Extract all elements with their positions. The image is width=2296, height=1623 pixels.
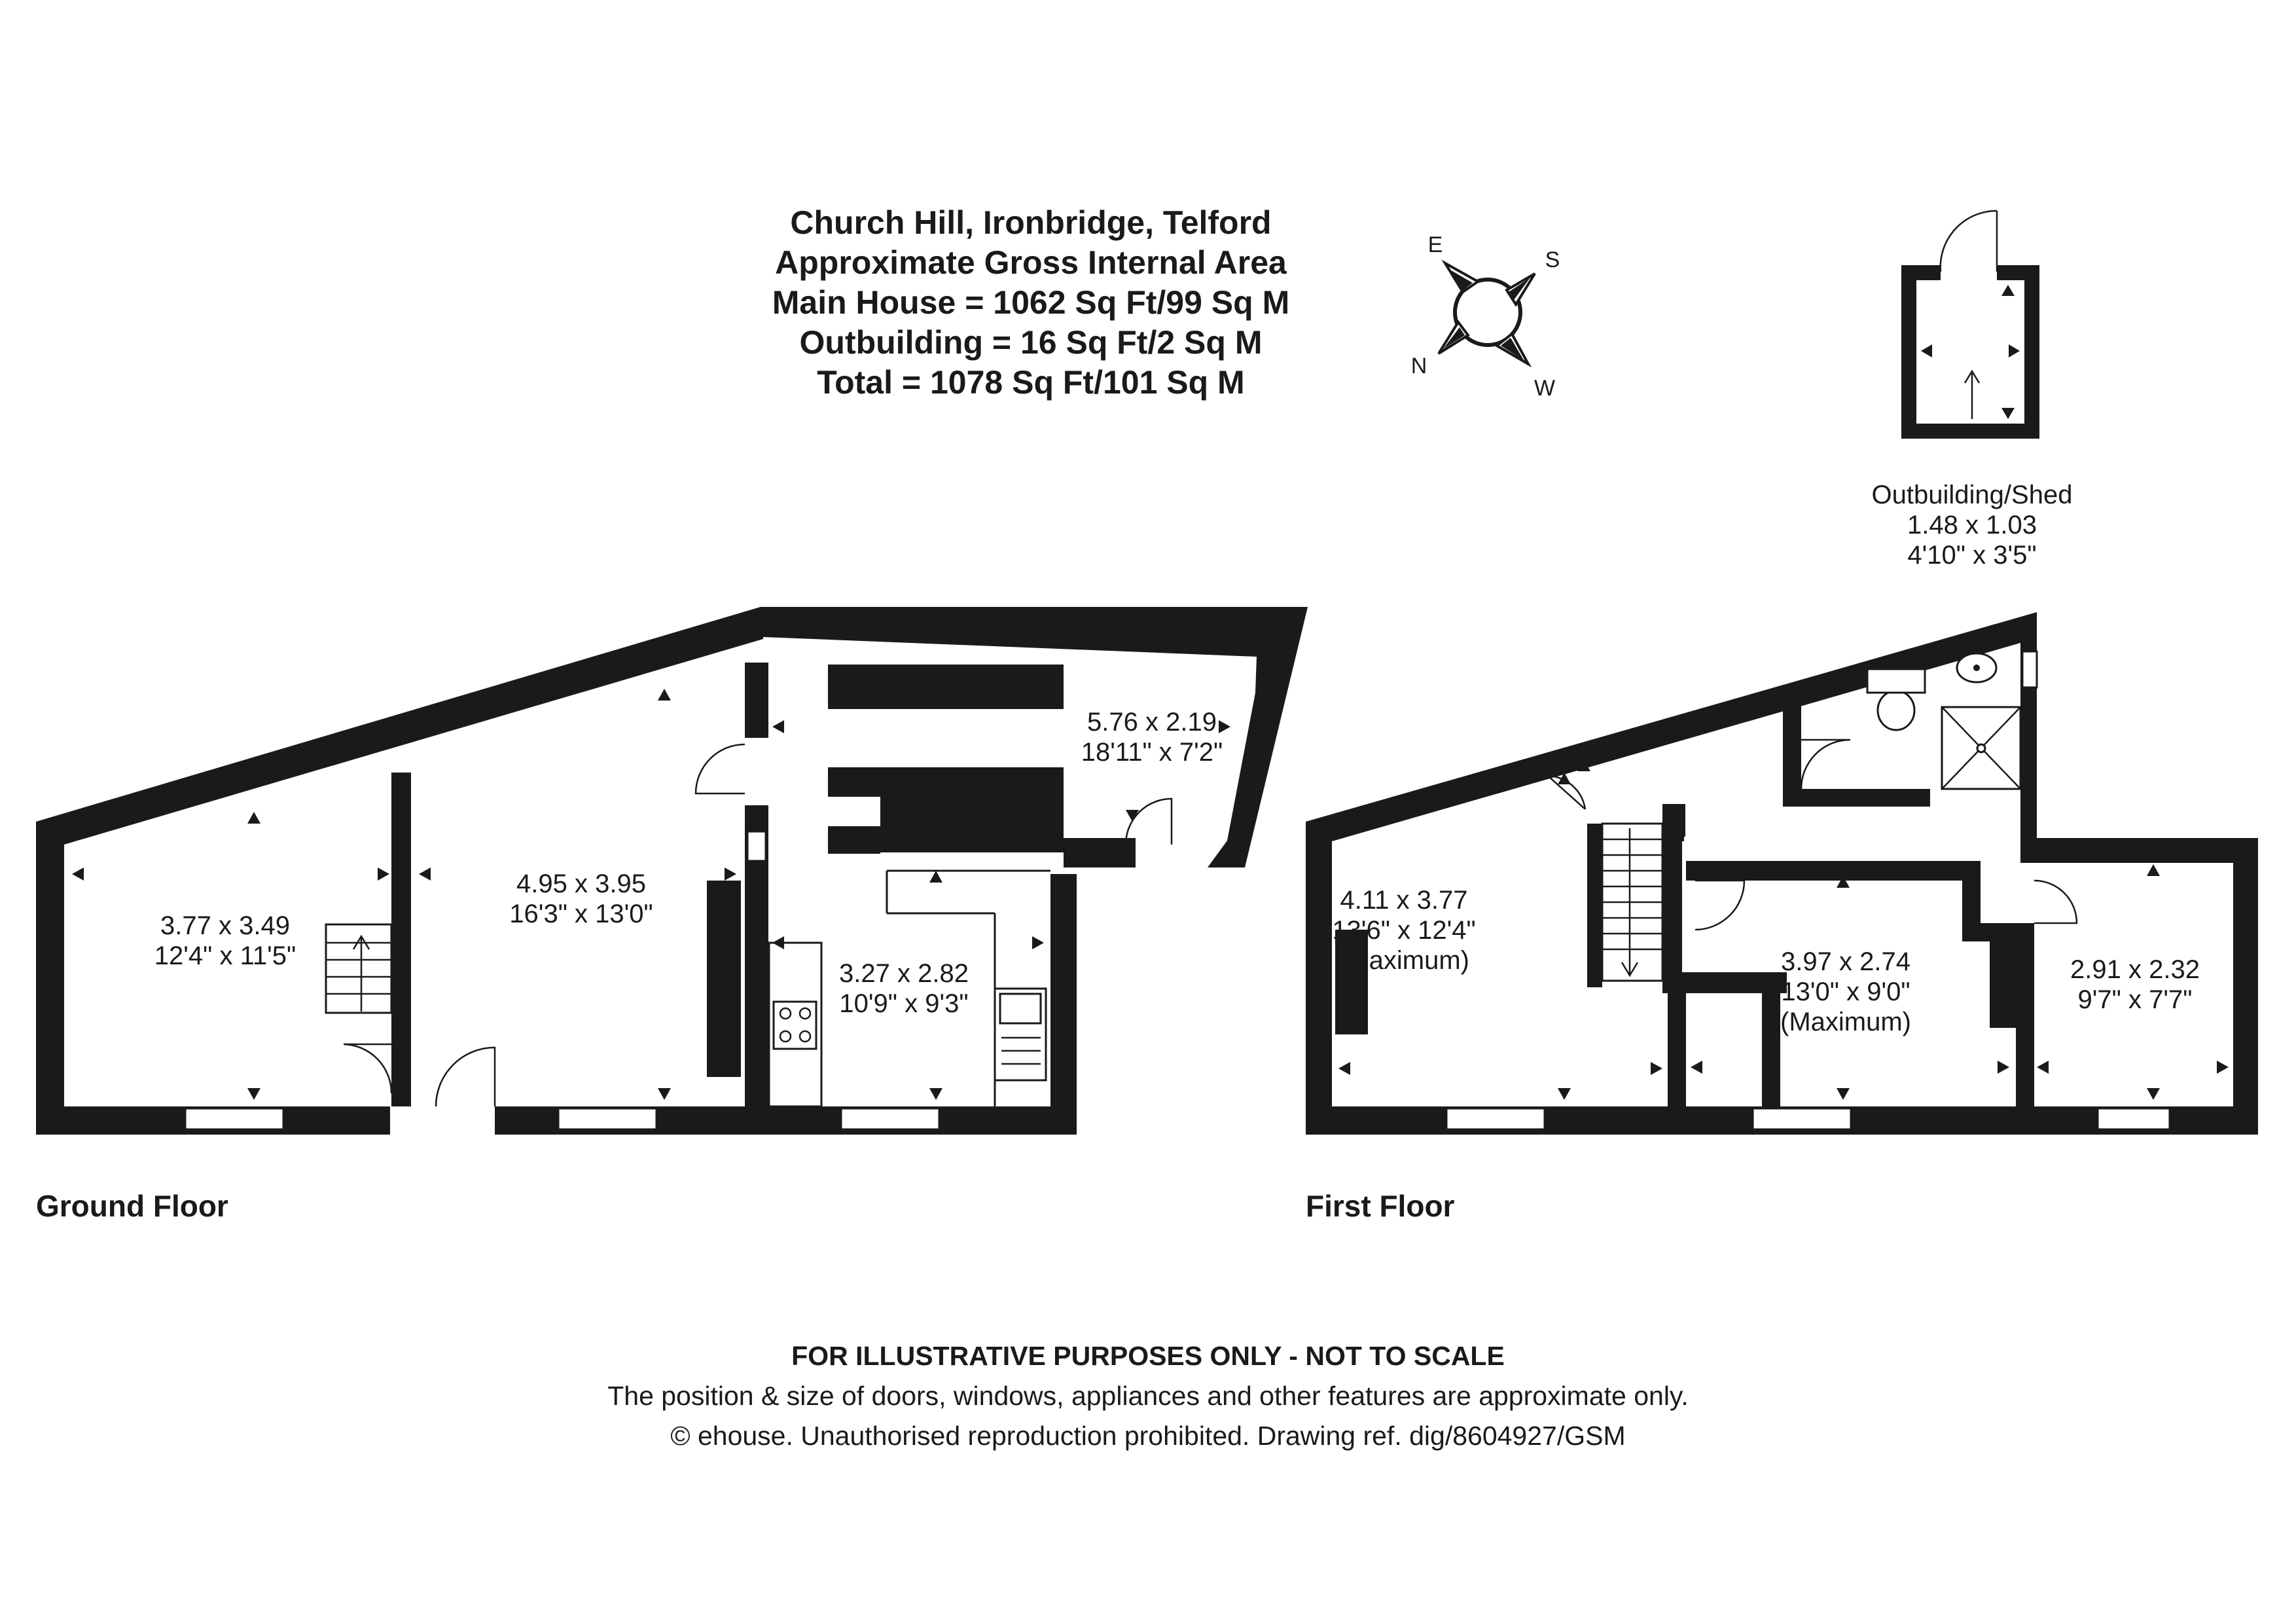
compass-label-n: N — [1410, 354, 1427, 378]
gf-room-3-imperial: 10'9" x 9'3" — [839, 989, 969, 1018]
gf-room-4-metric: 5.76 x 2.19 — [1087, 708, 1217, 737]
ff-window-2 — [1753, 1108, 1851, 1129]
gf-dim-marker — [725, 867, 736, 881]
ff-window-1 — [1446, 1108, 1545, 1129]
gf-room-3-metric: 3.27 x 2.82 — [839, 959, 969, 988]
basin-plug-icon — [1973, 665, 1980, 671]
ff-room-2-metric: 3.97 x 2.74 — [1781, 947, 1910, 976]
gf-door-gap-1 — [390, 1105, 436, 1138]
gf-dim-marker — [378, 867, 389, 881]
ff-fireplace — [1335, 930, 1368, 1034]
copyright-line: © ehouse. Unauthorised reproduction prohibited. Drawing ref. dig/8604927/GSM — [670, 1421, 1626, 1451]
compass-label-s: S — [1545, 247, 1560, 272]
ground-floor-plan — [36, 607, 1308, 1223]
gf-chimney-breast-mid — [880, 767, 1064, 852]
address-title: Church Hill, Ironbridge, Telford — [790, 204, 1272, 241]
ff-room-1-note: (Maximum) — [1338, 946, 1469, 975]
ff-bathroom-window — [2022, 651, 2037, 687]
gf-dim-marker — [658, 689, 671, 701]
ground-floor-label: Ground Floor — [36, 1189, 228, 1223]
compass-label-w: W — [1534, 376, 1556, 401]
gf-door-swing-hall — [696, 744, 745, 793]
header-block — [772, 204, 1290, 401]
outbuilding-area: Outbuilding = 16 Sq Ft/2 Sq M — [799, 324, 1263, 361]
ground-floor-outer-walls — [36, 607, 1308, 1135]
gf-room-2-metric: 4.95 x 3.95 — [516, 869, 646, 898]
ff-bedroom2-wall-left — [1762, 972, 1780, 1106]
compass-icon — [1411, 232, 1560, 401]
ff-chimney-breast — [1990, 936, 2016, 1028]
gf-door-swing-front — [436, 1048, 495, 1106]
gf-window-3 — [841, 1108, 939, 1129]
gf-dim-marker — [929, 871, 942, 883]
gf-fireplace — [707, 881, 741, 1077]
gf-door-swing-utility — [1126, 799, 1172, 845]
gf-dim-marker — [72, 867, 84, 881]
gf-window-hall — [747, 831, 766, 861]
gf-dim-marker — [247, 1088, 260, 1100]
compass-label-e: E — [1427, 232, 1443, 257]
ff-room-2-note: (Maximum) — [1780, 1008, 1911, 1036]
outbuilding-imperial: 4'10" x 3'5" — [1907, 541, 2037, 570]
outbuilding-plan — [1872, 211, 2073, 570]
ff-room-3-metric: 2.91 x 2.32 — [2070, 955, 2200, 984]
gf-utility-wall — [1064, 838, 1136, 867]
ff-room-1-metric: 4.11 x 3.77 — [1340, 886, 1468, 915]
gf-door-gap-2 — [436, 1105, 495, 1138]
gf-window-1 — [185, 1108, 283, 1129]
gf-partition-hall-top — [745, 663, 768, 738]
ff-bathroom-wall-bottom — [1783, 789, 1930, 807]
ff-room-1-imperial: 13'6" x 12'4" — [1332, 916, 1476, 945]
gf-dim-marker — [247, 812, 260, 824]
toilet-cistern-icon — [1867, 669, 1925, 693]
gf-dim-marker — [772, 720, 784, 733]
disclaimer-line-features: The position & size of doors, windows, appliances and other features are approximate only. — [607, 1381, 1689, 1411]
gf-stairs-icon — [326, 924, 391, 1013]
gf-partition-living — [391, 773, 411, 1106]
ff-room-2-imperial: 13'0" x 9'0" — [1781, 977, 1910, 1006]
ff-bathroom-wall-right — [2020, 789, 2037, 863]
disclaimer-heading: FOR ILLUSTRATIVE PURPOSES ONLY - NOT TO SCALE — [791, 1341, 1505, 1371]
shower-drain-icon — [1977, 744, 1985, 752]
ff-window-3 — [2098, 1108, 2170, 1129]
outbuilding-metric: 1.48 x 1.03 — [1907, 511, 2037, 539]
toilet-icon — [1878, 691, 1914, 730]
gf-dim-marker — [658, 1088, 671, 1100]
ff-bedroom1-wall-right — [1668, 972, 1686, 1106]
gf-chimney-breast-mid-b — [828, 826, 880, 854]
ff-bedroom1-wall-top — [1662, 804, 1685, 837]
sink-bowl-icon — [1000, 994, 1041, 1023]
gf-dim-marker — [1032, 936, 1044, 949]
ff-landing-wall — [1686, 861, 1981, 881]
ff-stair-wall-left — [1662, 818, 1682, 989]
ff-stair-wall-inner — [1587, 824, 1602, 987]
footer-block — [607, 1341, 1689, 1451]
first-floor-plan — [1306, 612, 2258, 1223]
first-floor-label: First Floor — [1306, 1189, 1455, 1223]
gf-dim-marker — [1219, 720, 1230, 733]
total-area: Total = 1078 Sq Ft/101 Sq M — [817, 364, 1245, 401]
hob-icon — [774, 1002, 816, 1049]
ff-room-3-imperial: 9'7" x 7'7" — [2077, 985, 2193, 1014]
gf-door-swing-living — [344, 1044, 391, 1093]
gf-room-1-imperial: 12'4" x 11'5" — [154, 941, 296, 970]
gf-dim-marker — [419, 867, 431, 881]
gf-window-2 — [558, 1108, 656, 1129]
ff-bedroom3-wall-left — [2016, 923, 2034, 1106]
outbuilding-interior — [1916, 280, 2024, 424]
outbuilding-name: Outbuilding/Shed — [1871, 481, 2073, 509]
main-house-area: Main House = 1062 Sq Ft/99 Sq M — [772, 284, 1290, 321]
gf-chimney-breast-top — [828, 665, 1064, 709]
gf-room-1-metric: 3.77 x 3.49 — [160, 911, 290, 940]
gf-room-2-imperial: 16'3" x 13'0" — [509, 900, 653, 928]
gf-room-4-imperial: 18'11" x 7'2" — [1081, 738, 1223, 767]
gf-dim-marker — [929, 1088, 942, 1100]
outbuilding-door-opening — [1941, 262, 1997, 282]
area-title: Approximate Gross Internal Area — [775, 244, 1287, 281]
